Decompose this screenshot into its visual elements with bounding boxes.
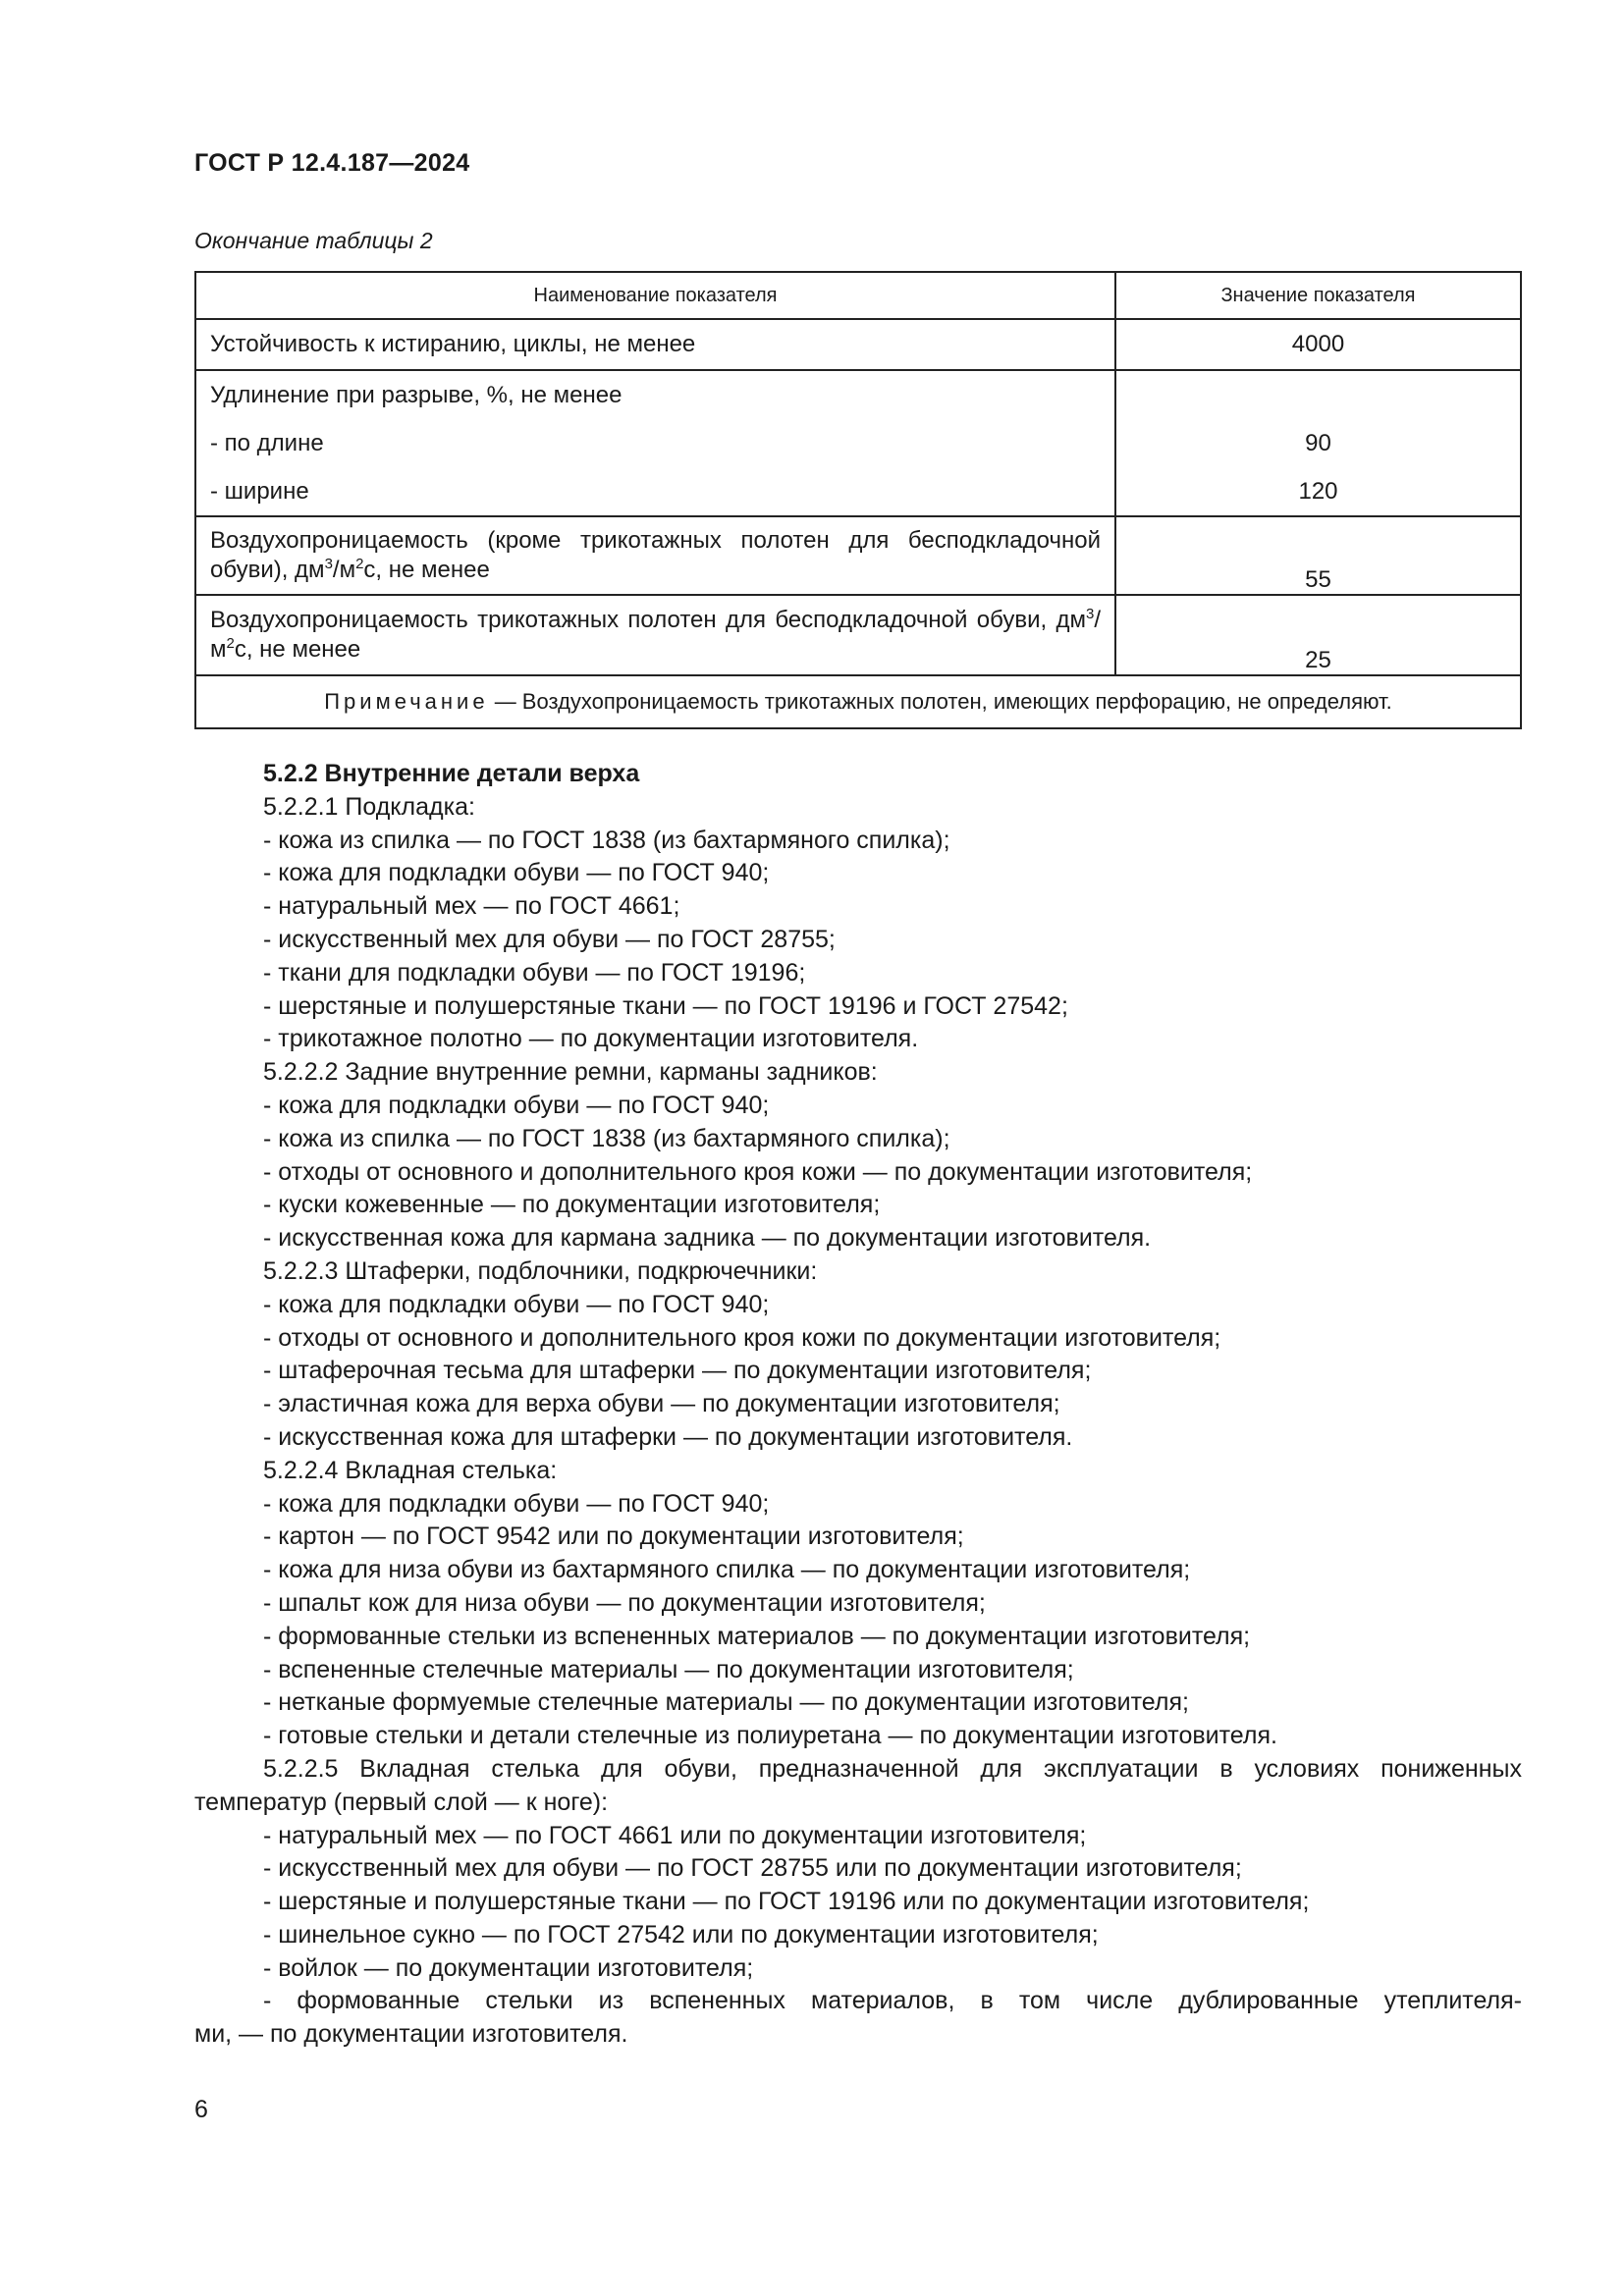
table-row: [195, 370, 1521, 516]
table-row: [195, 319, 1521, 370]
row-name: Устойчивость к истиранию, циклы, не менее: [195, 319, 1115, 370]
list-item: - вспененные стелечные материалы — по документации изготовителя;: [263, 1655, 1074, 1683]
list-item: - формованные стельки из вспененных материалов — по документации изготовителя;: [263, 1622, 1251, 1650]
list-item: - кожа для подкладки обуви — по ГОСТ 940;: [263, 1091, 770, 1119]
list-item: - отходы от основного и дополнительного кроя кожи по документации изготовителя;: [263, 1323, 1221, 1352]
list-item: - кожа для подкладки обуви — по ГОСТ 940;: [263, 1489, 770, 1518]
table-row: [195, 516, 1521, 595]
list-item: - штаферочная тесьма для штаферки — по документации изготовителя;: [263, 1357, 1092, 1385]
list-item: - формованные стельки из вспененных материалов, в том числе дублированные утеплителя-: [263, 1987, 1522, 2015]
row-value: 25: [1115, 595, 1521, 675]
list-item: - ткани для подкладки обуви — по ГОСТ 19196;: [263, 958, 806, 987]
row-name-main: Удлинение при разрыве, %, не менее: [210, 382, 623, 408]
subsection-heading: 5.2.2.1 Подкладка:: [263, 792, 475, 821]
list-item: - кожа для подкладки обуви — по ГОСТ 940;: [263, 859, 770, 887]
list-item: - кожа для подкладки обуви — по ГОСТ 940;: [263, 1290, 770, 1318]
list-item: - искусственный мех для обуви — по ГОСТ 28755;: [263, 925, 836, 953]
row-value: 55: [1115, 516, 1521, 595]
page-number: 6: [194, 2096, 208, 2123]
row-name: Воздухопроницаемость (кроме трикотажных полотен для беcподкладочной обуви), $дм^3/м^2с$, не менее: [195, 516, 1115, 595]
row-sub-width: - ширине: [210, 478, 309, 505]
row-value: 4000: [1115, 319, 1521, 370]
note-text: — Воздухопроницаемость трикотажных полотен, имеющих перфорацию, не определяют.: [488, 689, 1392, 714]
list-item: - эластичная кожа для верха обуви — по документации изготовителя;: [263, 1390, 1060, 1418]
note-label: Примечание: [324, 689, 489, 714]
list-item: - войлок — по документации изготовителя;: [263, 1953, 754, 1982]
row-name: [195, 370, 1115, 516]
list-item: - искусственный мех для обуви — по ГОСТ 28755 или по документации изготовителя;: [263, 1854, 1242, 1883]
table-note: [195, 675, 1521, 728]
list-item: - шерстяные и полушерстяные ткани — по ГОСТ 19196 или по документации изготовителя;: [263, 1888, 1310, 1916]
row-name: Воздухопроницаемость трикотажных полотен для беcподкладочной обуви, $дм^3/м^2с$, не менее: [195, 595, 1115, 675]
list-item: - искусственная кожа для штаферки — по документации изготовителя.: [263, 1422, 1073, 1451]
table-header-row: [195, 272, 1521, 319]
specification-table: [194, 271, 1522, 729]
subsection-heading: 5.2.2.5 Вкладная стелька для обуви, предназначенной для эксплуатации в условиях пониженных: [263, 1754, 1522, 1783]
subsection-heading: 5.2.2.3 Штаферки, подблочники, подкрючечники:: [263, 1256, 818, 1285]
list-item: - шпальт кож для низа обуви — по документации изготовителя;: [263, 1588, 986, 1617]
list-item: - кожа из спилка — по ГОСТ 1838 (из бахтармяного спилка);: [263, 1124, 950, 1152]
row-value-width: 120: [1298, 478, 1338, 505]
column-header-name: Наименование показателя: [195, 272, 1115, 319]
list-item: - готовые стельки и детали стелечные из полиуретана — по документации изготовителя.: [263, 1722, 1277, 1750]
column-header-value: Значение показателя: [1115, 272, 1521, 319]
body-text: [194, 758, 1522, 2052]
row-value: [1115, 370, 1521, 516]
subsection-heading: 5.2.2.4 Вкладная стелька:: [263, 1456, 558, 1484]
list-item: - нетканые формуемые стелечные материалы — по документации изготовителя;: [263, 1688, 1189, 1717]
list-item: - трикотажное полотно — по документации изготовителя.: [263, 1025, 919, 1053]
list-item: - отходы от основного и дополнительного кроя кожи — по документации изготовителя;: [263, 1157, 1253, 1186]
table-caption: Окончание таблицы 2: [194, 228, 433, 253]
subsection-heading: 5.2.2.2 Задние внутренние ремни, карманы задников:: [263, 1058, 878, 1087]
list-item: - куски кожевенные — по документации изготовителя;: [263, 1191, 881, 1219]
standard-header: ГОСТ Р 12.4.187—2024: [194, 149, 470, 177]
list-item: - шинельное сукно — по ГОСТ 27542 или по документации изготовителя;: [263, 1920, 1099, 1949]
table-note-row: [195, 675, 1521, 728]
list-item-continued: ми, — по документации изготовителя.: [194, 2020, 628, 2049]
list-item: - натуральный мех — по ГОСТ 4661 или по документации изготовителя;: [263, 1821, 1087, 1849]
list-item: - натуральный мех — по ГОСТ 4661;: [263, 892, 680, 921]
list-item: - шерстяные и полушерстяные ткани — по ГОСТ 19196 и ГОСТ 27542;: [263, 991, 1068, 1020]
list-item: - кожа из спилка — по ГОСТ 1838 (из бахтармяного спилка);: [263, 826, 950, 854]
row-sub-length: - по длине: [210, 430, 324, 456]
row-value-length: 90: [1305, 430, 1331, 456]
subsection-heading-continued: температур (первый слой — к ноге):: [194, 1788, 609, 1816]
list-item: - кожа для низа обуви из бахтармяного спилка — по документации изготовителя;: [263, 1556, 1191, 1584]
list-item: - искусственная кожа для кармана задника — по документации изготовителя.: [263, 1224, 1152, 1253]
section-heading: 5.2.2 Внутренние детали верха: [263, 760, 640, 787]
list-item: - картон — по ГОСТ 9542 или по документации изготовителя;: [263, 1522, 964, 1551]
table-row: [195, 595, 1521, 675]
